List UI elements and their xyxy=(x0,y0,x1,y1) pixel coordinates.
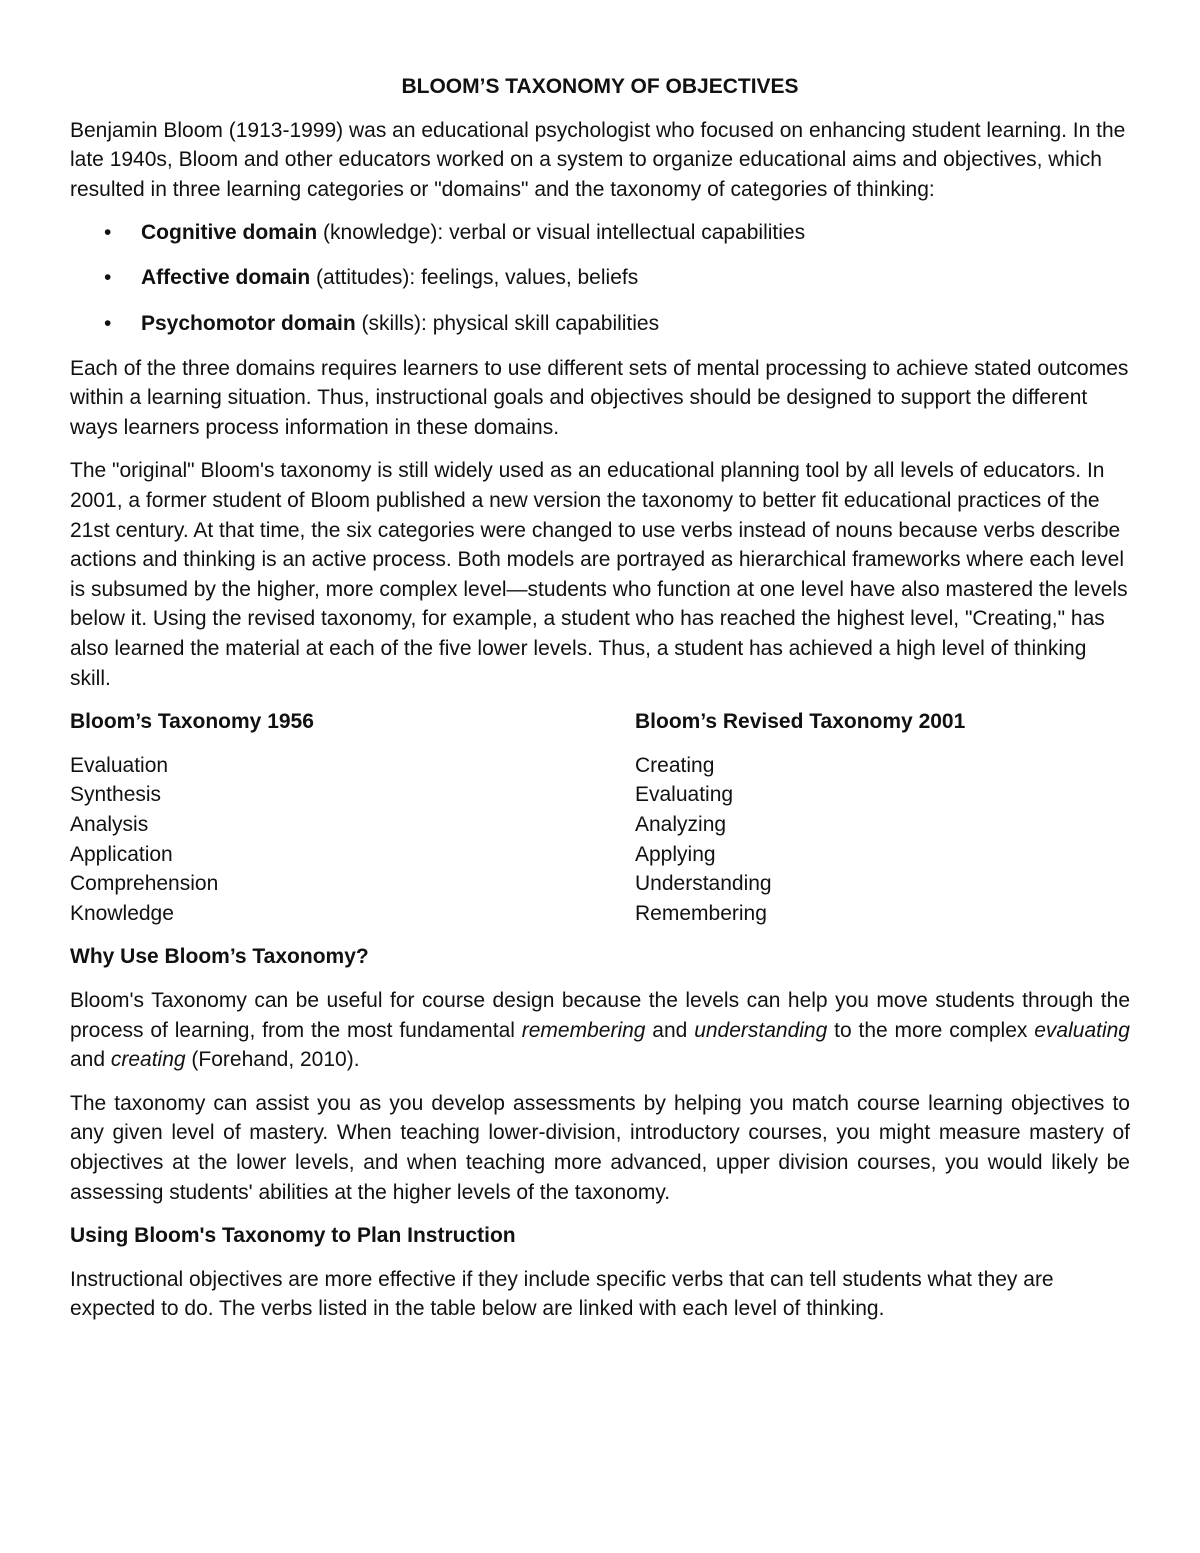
level-item: Remembering xyxy=(635,901,767,925)
list-item-affective xyxy=(70,263,1130,293)
text-run: to the more complex xyxy=(827,1018,1035,1042)
taxonomy-1956-column xyxy=(70,707,635,928)
emphasis-remembering: remembering xyxy=(521,1018,646,1042)
level-item: Application xyxy=(70,842,173,866)
level-item: Evaluating xyxy=(635,783,734,807)
level-item: Analysis xyxy=(70,812,149,836)
domains-list xyxy=(70,218,1130,338)
text-run: and xyxy=(70,1048,111,1072)
plan-heading: Using Bloom's Taxonomy to Plan Instruction xyxy=(70,1224,516,1248)
original-taxonomy-paragraph: The "original" Bloom's taxonomy is still widely used as an educational planning tool by all levels of educators. In 2001, a former student of Bloom published a new version the taxonomy to better fit educational practices of the 21st century. At that time, the six categories were changed to use verbs instead of nouns because verbs describe actions and thinking is an active process. Both models are portrayed as hierarchical frameworks where each level is subsumed by the higher, more complex level—students who function at one level have also mastered the levels below it. Using the revised taxonomy, for example, a student who has reached the highest level, "Creating," has also learned the material at each of the five lower levels. Thus, a student has achieved a high level of thinking skill. xyxy=(70,459,1128,690)
domains-paragraph: Each of the three domains requires learners to use different sets of mental processing to achieve stated outcomes within a learning situation. Thus, instructional goals and objectives should be designed to support the different ways learners process information in these domains. xyxy=(70,356,1129,439)
bullet-icon: • xyxy=(104,266,112,290)
level-item: Synthesis xyxy=(70,783,162,807)
level-item: Understanding xyxy=(635,872,772,896)
emphasis-understanding: understanding xyxy=(694,1018,828,1042)
why-heading: Why Use Bloom’s Taxonomy? xyxy=(70,945,369,969)
domain-desc: (skills): physical skill capabilities xyxy=(355,311,660,335)
why-paragraph-1 xyxy=(70,986,1130,1075)
why-paragraph-2: The taxonomy can assist you as you develop assessments by helping you match course learning objectives to any given level of mastery. When teaching lower-division, introductory courses, you might measure mastery of objectives at the lower levels, and when teaching more advanced, upper division courses, you would likely be assessing students' abilities at the higher levels of the taxonomy. xyxy=(70,1091,1130,1204)
document-page xyxy=(70,72,1130,1338)
level-item: Evaluation xyxy=(70,753,169,777)
domain-desc: (attitudes): feelings, values, beliefs xyxy=(310,266,639,290)
level-item: Creating xyxy=(635,753,715,777)
taxonomy-comparison xyxy=(70,707,1130,928)
bullet-icon: • xyxy=(104,221,112,245)
emphasis-creating: creating xyxy=(110,1048,186,1072)
list-item-cognitive xyxy=(70,218,1130,248)
taxonomy-2001-heading: Bloom’s Revised Taxonomy 2001 xyxy=(635,710,966,734)
emphasis-evaluating: evaluating xyxy=(1034,1018,1130,1042)
document-title: BLOOM’S TAXONOMY OF OBJECTIVES xyxy=(401,75,799,98)
domain-name: Cognitive domain xyxy=(141,221,318,245)
intro-paragraph: Benjamin Bloom (1913-1999) was an educational psychologist who focused on enhancing student learning. In the late 1940s, Bloom and other educators worked on a system to organize educational aims and objectives, which resulted in three learning categories or "domains" and the taxonomy of categories of thinking: xyxy=(70,118,1126,201)
text-run: (Forehand, 2010). xyxy=(185,1048,360,1072)
domain-name: Psychomotor domain xyxy=(141,311,356,335)
domain-desc: (knowledge): verbal or visual intellectual capabilities xyxy=(317,221,806,245)
bullet-icon: • xyxy=(104,311,112,335)
plan-paragraph: Instructional objectives are more effective if they include specific verbs that can tell students what they are expected to do. The verbs listed in the table below are linked with each level of thinking. xyxy=(70,1267,1054,1321)
domain-name: Affective domain xyxy=(141,266,311,290)
list-item-psychomotor xyxy=(70,309,1130,339)
level-item: Applying xyxy=(635,842,716,866)
text-run: and xyxy=(645,1018,695,1042)
text-run: Bloom's Taxonomy can be useful for course design because the levels can help you move students through the process of learning, from the most fundamental xyxy=(70,988,1130,1042)
level-item: Knowledge xyxy=(70,901,174,925)
level-item: Analyzing xyxy=(635,812,727,836)
taxonomy-2001-column xyxy=(635,707,1130,928)
level-item: Comprehension xyxy=(70,872,219,896)
taxonomy-1956-heading: Bloom’s Taxonomy 1956 xyxy=(70,710,314,734)
